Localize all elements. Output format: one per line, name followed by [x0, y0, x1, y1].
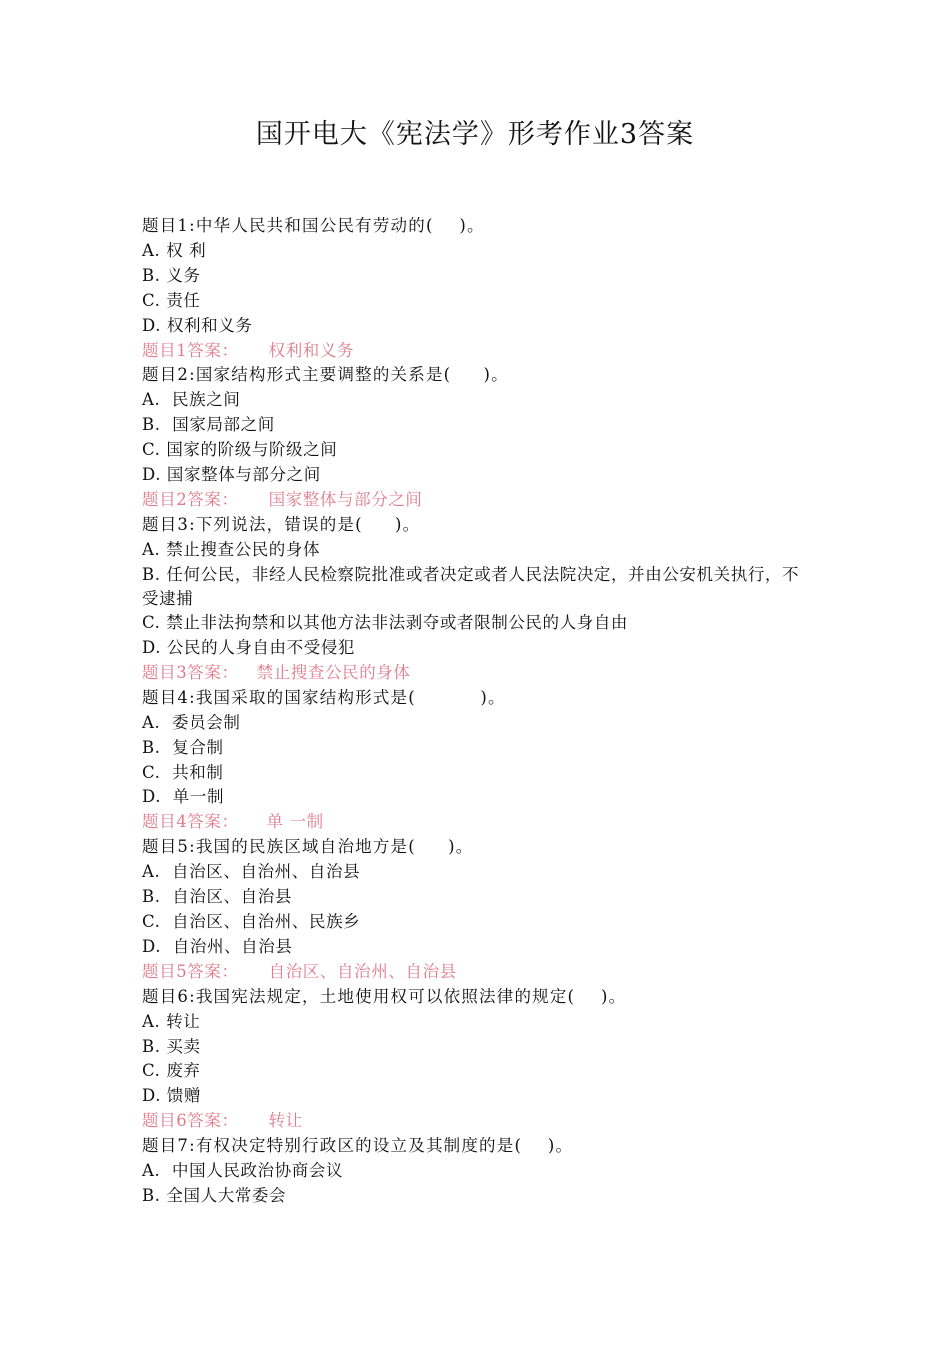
question-block: [142, 835, 812, 984]
answer-label: 题目4答案：: [142, 812, 239, 832]
option: C. 禁止非法拘禁和以其他方法非法剥夺或者限制公民的人身自由: [142, 613, 629, 633]
document-title: 国开电大《宪法学》形考作业3答案: [255, 119, 695, 150]
answer-line: [142, 1109, 812, 1134]
answer-label: 题目6答案：: [142, 1111, 239, 1131]
question-block: [142, 214, 812, 363]
option: B. 任何公民，非经人民检察院批准或者决定或者人民法院决定，并由公安机关执行，不受逮捕: [142, 564, 800, 608]
answer-value: 单 一制: [266, 812, 324, 832]
question-text: 题目3:下列说法，错误的是( )。: [142, 514, 421, 534]
answer-label: 题目5答案：: [142, 961, 239, 981]
question-block: [142, 985, 812, 1134]
option: A. 权 利: [142, 240, 207, 260]
option: C. 责任: [142, 290, 201, 310]
question-list: [142, 214, 812, 1209]
answer-line: [142, 339, 812, 364]
option: D. 自治州、自治县: [142, 936, 293, 956]
question-block: [142, 1134, 812, 1209]
answer-line: [142, 810, 812, 835]
question-text: 题目6:我国宪法规定，土地使用权可以依照法律的规定( )。: [142, 986, 627, 1006]
question-text: 题目5:我国的民族区域自治地方是( )。: [142, 837, 474, 857]
option: B. 义务: [142, 265, 201, 285]
question-text: 题目4:我国采取的国家结构形式是( )。: [142, 687, 506, 707]
question-text: 题目7:有权决定特别行政区的设立及其制度的是( )。: [142, 1136, 574, 1156]
answer-value: 自治区、自治州、自治县: [268, 961, 457, 981]
answer-label: 题目3答案：: [142, 662, 239, 682]
option: A. 自治区、自治州、自治县: [142, 862, 361, 882]
answer-value: 国家整体与部分之间: [268, 489, 423, 509]
answer-label: 题目2答案：: [142, 489, 239, 509]
option: B. 国家局部之间: [142, 415, 275, 435]
option: A. 中国人民政治协商会议: [142, 1161, 344, 1181]
option: B. 复合制: [142, 737, 224, 757]
answer-line: [142, 661, 812, 686]
option: B. 买卖: [142, 1036, 201, 1056]
question-block: [142, 513, 812, 686]
option: A. 委员会制: [142, 712, 241, 732]
answer-value: 禁止搜查公民的身体: [256, 662, 411, 682]
option: D. 馈赠: [142, 1086, 202, 1106]
option: D. 公民的人身自由不受侵犯: [142, 638, 356, 657]
question-block: [142, 686, 812, 835]
option: B. 自治区、自治县: [142, 887, 292, 907]
answer-line: [142, 960, 812, 985]
option: C. 共和制: [142, 762, 224, 782]
option: A. 民族之间: [142, 390, 241, 410]
question-block: [142, 363, 812, 512]
option: C. 自治区、自治州、民族乡: [142, 911, 361, 931]
option: D. 单一制: [142, 787, 225, 807]
option: C. 国家的阶级与阶级之间: [142, 440, 338, 460]
option: A. 转让: [142, 1011, 201, 1031]
answer-value: 转让: [268, 1111, 303, 1131]
option: C. 废弃: [142, 1061, 201, 1081]
question-text: 题目1:中华人民共和国公民有劳动的( )。: [142, 216, 485, 235]
question-text: 题目2:国家结构形式主要调整的关系是( )。: [142, 365, 509, 385]
answer-value: 权利和义务: [268, 340, 355, 360]
option: D. 国家整体与部分之间: [142, 465, 321, 485]
answer-line: [142, 488, 812, 513]
option: D. 权利和义务: [142, 315, 253, 335]
answer-label: 题目1答案：: [142, 340, 239, 360]
option: A. 禁止搜查公民的身体: [142, 539, 321, 559]
option: B. 全国人大常委会: [142, 1185, 287, 1205]
